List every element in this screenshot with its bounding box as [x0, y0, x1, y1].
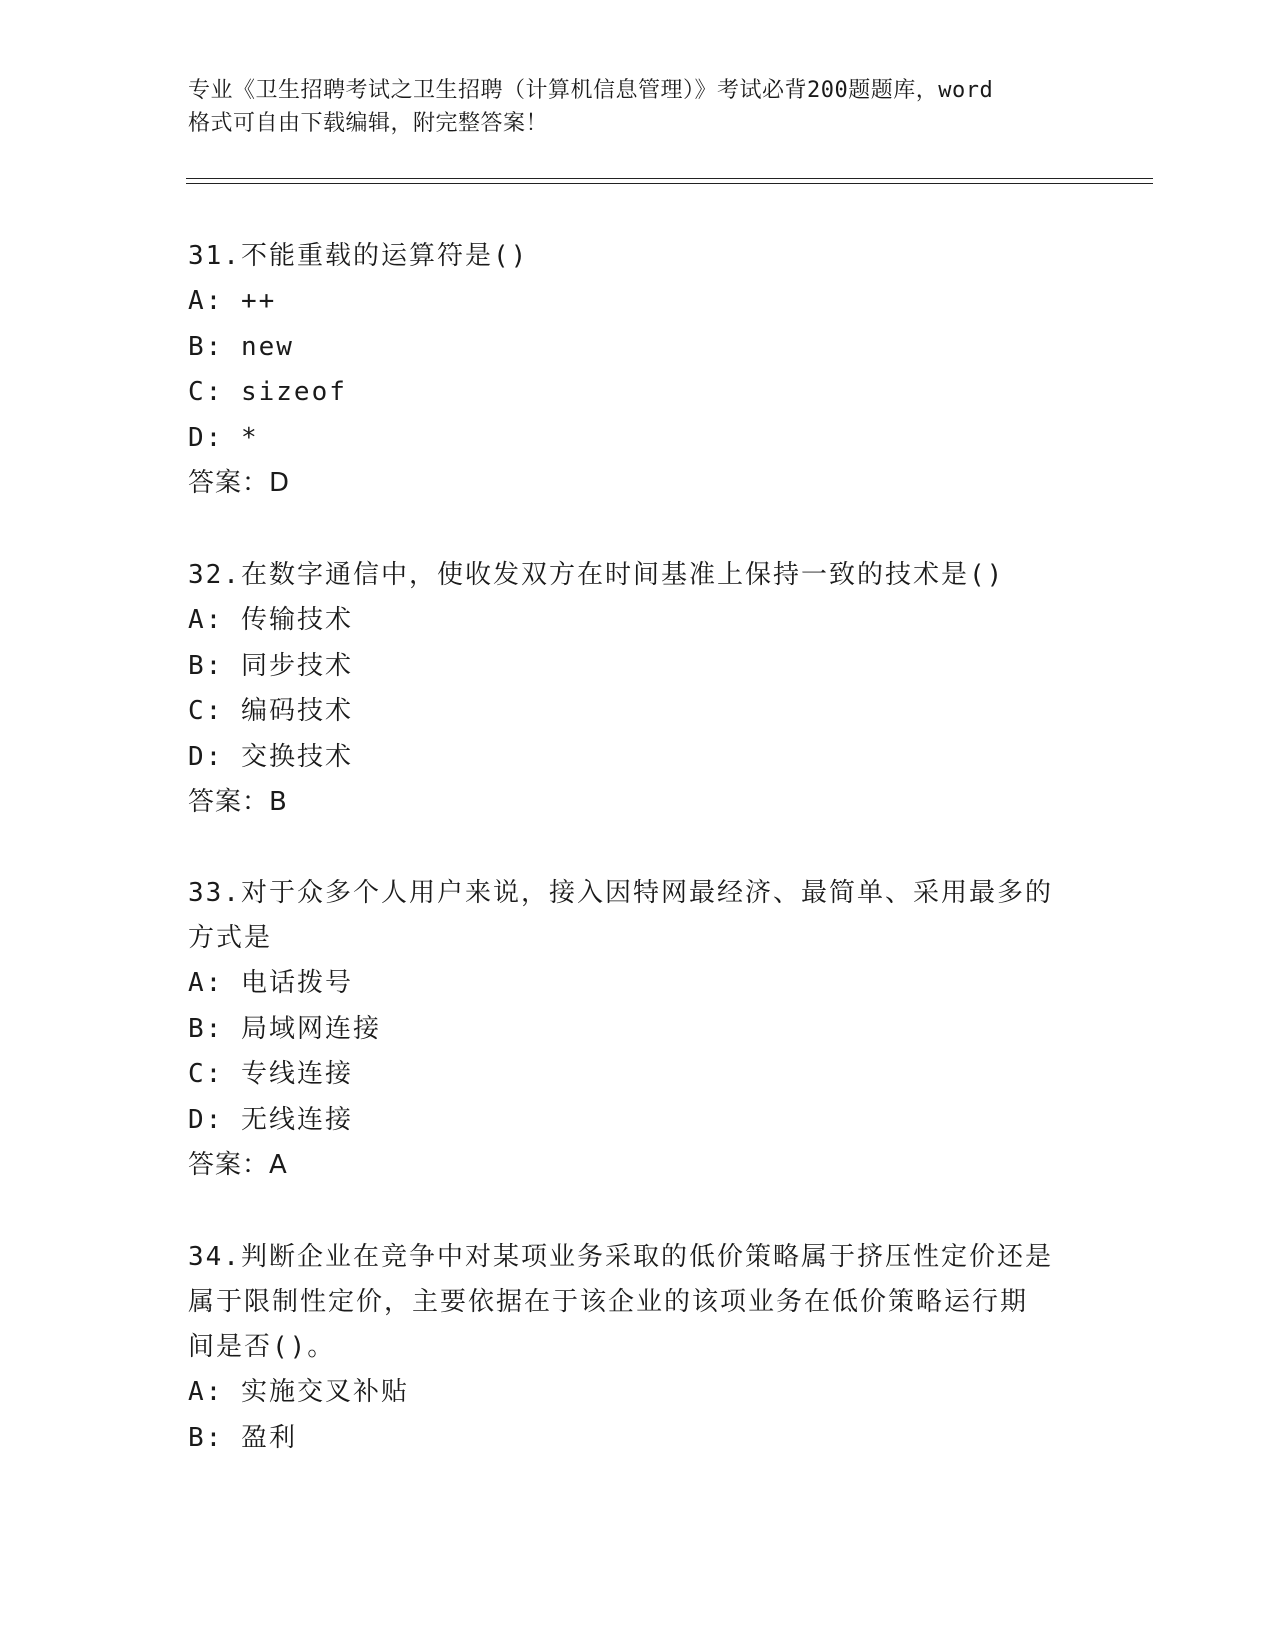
question-stem-line-3: 间是否()。	[188, 1332, 336, 1362]
option-d: D: 无线连接	[188, 1104, 353, 1135]
answer-label: 答案：A	[188, 1150, 288, 1180]
question-31	[188, 234, 1088, 507]
answer-label: 答案：D	[188, 468, 291, 498]
header-line-2: 格式可自由下载编辑，附完整答案！	[188, 111, 549, 136]
question-stem: 32.在数字通信中，使收发双方在时间基准上保持一致的技术是()	[188, 560, 1005, 590]
option-c: C: 编码技术	[188, 696, 353, 726]
option-a: A: 实施交叉补贴	[188, 1377, 409, 1407]
option-b: B: 盈利	[188, 1422, 297, 1453]
question-33	[188, 871, 1088, 1189]
option-a: A: ++	[188, 286, 277, 316]
question-34	[188, 1235, 1088, 1461]
option-d: D: *	[188, 422, 259, 453]
question-stem-line-2: 属于限制性定价，主要依据在于该企业的该项业务在低价策略运行期	[188, 1287, 1029, 1317]
option-c: C: 专线连接	[188, 1059, 353, 1089]
option-b: B: 同步技术	[188, 650, 353, 681]
question-stem-line-1: 34.判断企业在竞争中对某项业务采取的低价策略属于挤压性定价还是	[188, 1242, 1053, 1272]
answer-label: 答案：B	[188, 787, 288, 817]
question-stem: 31.不能重载的运算符是()	[188, 241, 529, 271]
question-stem-line-2: 方式是	[188, 923, 273, 953]
option-b: B: 局域网连接	[188, 1013, 381, 1044]
header-divider-bottom	[186, 183, 1153, 184]
option-a: A: 电话拨号	[188, 968, 353, 998]
option-c: C: sizeof	[188, 377, 347, 407]
option-a: A: 传输技术	[188, 605, 353, 635]
header-divider-top	[186, 178, 1153, 179]
question-32	[188, 553, 1088, 826]
header-line-1: 专业《卫生招聘考试之卫生招聘（计算机信息管理）》考试必背200题题库，word	[188, 78, 994, 103]
document-header	[188, 74, 1088, 140]
question-stem-line-1: 33.对于众多个人用户来说，接入因特网最经济、最简单、采用最多的	[188, 878, 1053, 908]
option-d: D: 交换技术	[188, 741, 353, 772]
option-b: B: new	[188, 331, 294, 362]
